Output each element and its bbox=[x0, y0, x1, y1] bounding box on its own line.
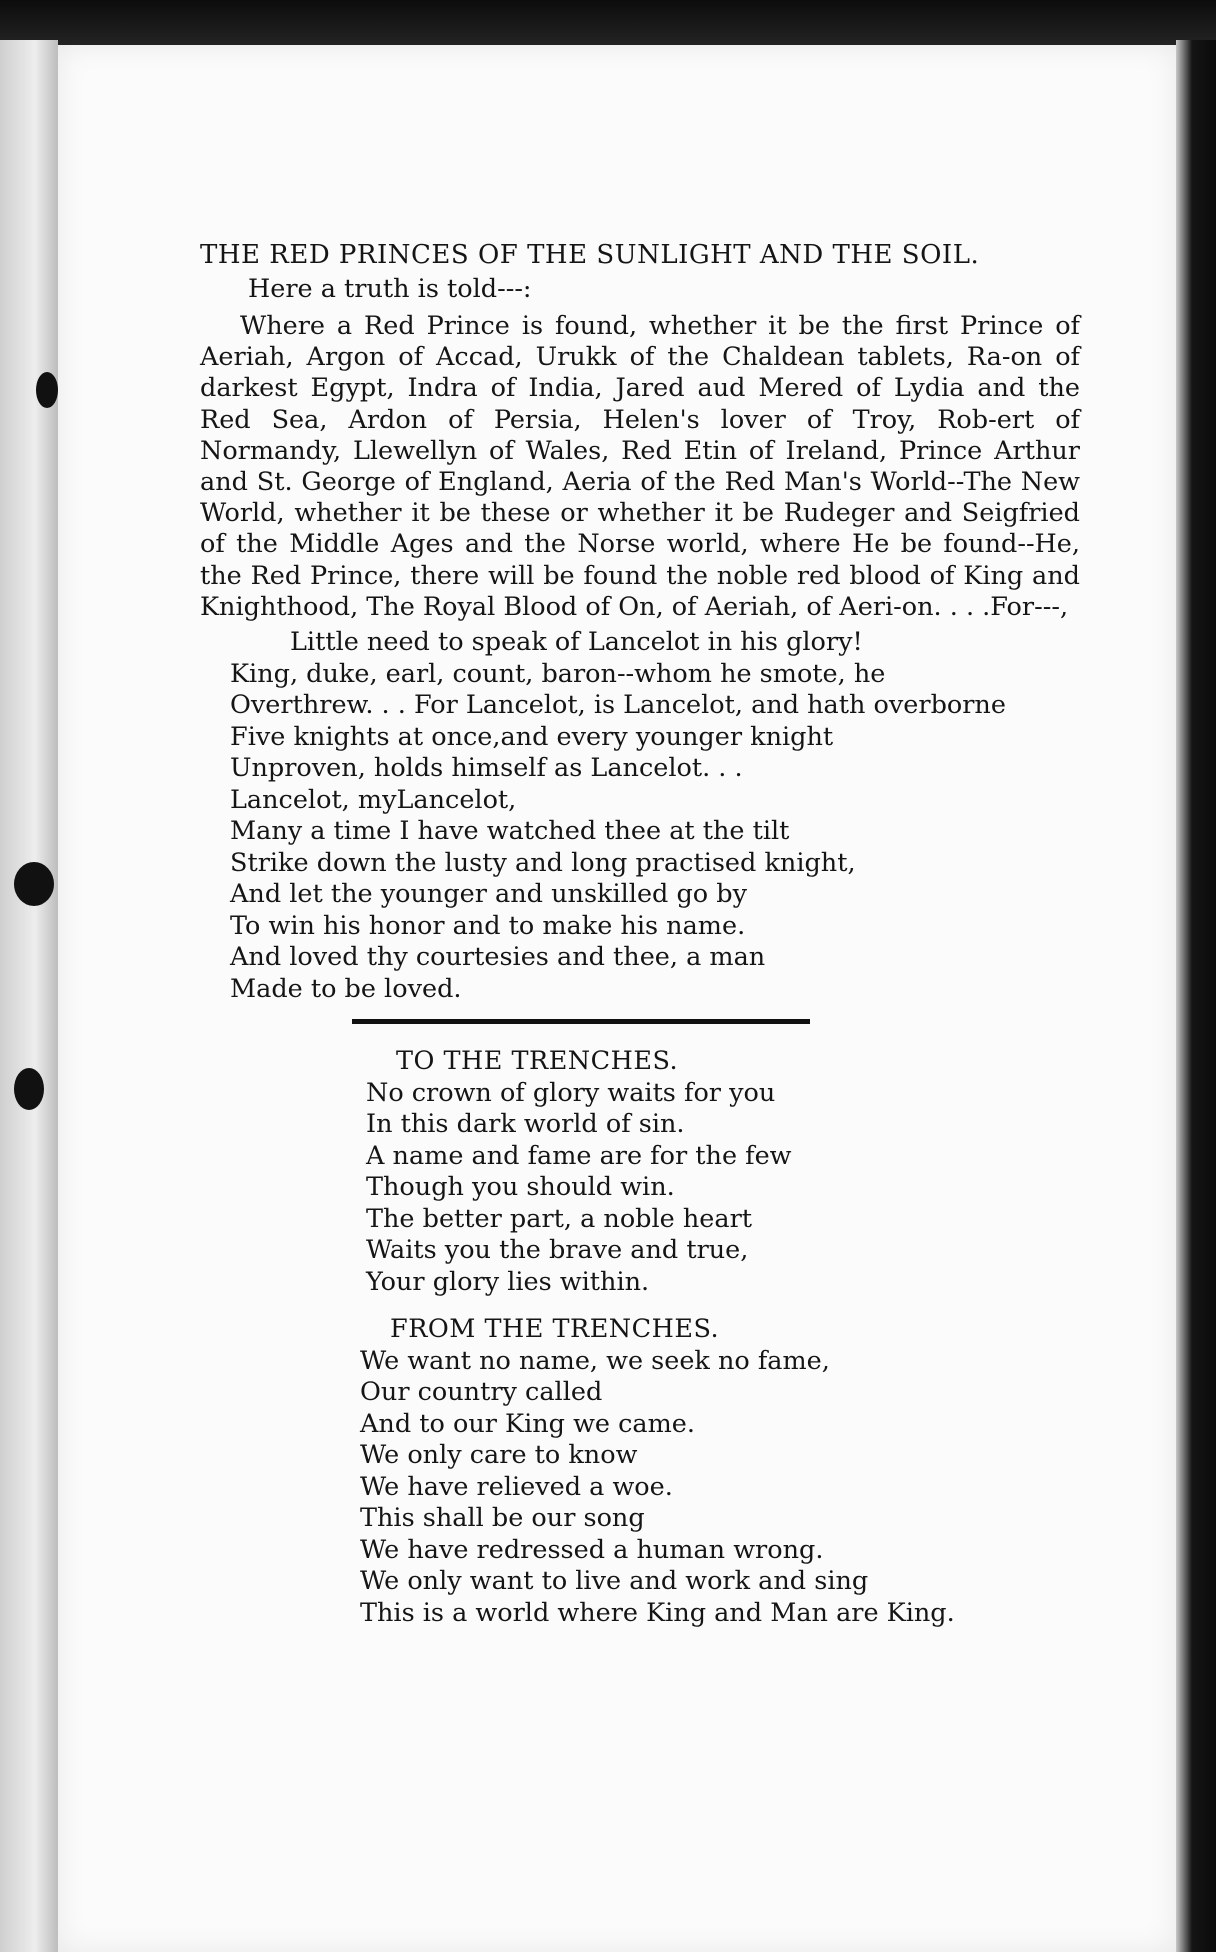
intro-line: Here a truth is told---: bbox=[248, 273, 532, 304]
poem-line: This shall be our song bbox=[360, 1503, 645, 1534]
poem-title: TO THE TRENCHES. bbox=[396, 1046, 679, 1077]
verse-line: Made to be loved. bbox=[230, 973, 462, 1004]
binding-hole-bottom bbox=[14, 1068, 44, 1110]
verse-line: Strike down the lusty and long practised knight, bbox=[230, 847, 856, 878]
poem-line: In this dark world of sin. bbox=[366, 1109, 685, 1140]
verse-line: Little need to speak of Lancelot in his glory! bbox=[290, 627, 863, 658]
poem-line: No crown of glory waits for you bbox=[366, 1077, 776, 1108]
scan-right-border bbox=[1176, 40, 1216, 1952]
verse-line: Overthrew. . . For Lancelot, is Lancelot, and hath overborne bbox=[230, 690, 1006, 721]
poem-to-the-trenches bbox=[366, 1046, 1080, 1298]
poem-line: We only want to live and work and sing bbox=[360, 1566, 869, 1597]
verse-line: To win his honor and to make his name. bbox=[230, 910, 746, 941]
document-title: THE RED PRINCES OF THE SUNLIGHT AND THE SOIL. bbox=[200, 240, 980, 270]
lancelot-verse bbox=[230, 627, 1080, 1005]
poem-from-the-trenches bbox=[360, 1314, 1080, 1629]
document-body bbox=[200, 240, 1080, 1629]
poem-line: And to our King we came. bbox=[360, 1408, 695, 1439]
verse-line: Many a time I have watched thee at the tilt bbox=[230, 816, 790, 847]
verse-line: And let the younger and unskilled go by bbox=[230, 879, 747, 910]
section-divider bbox=[352, 1019, 810, 1024]
poem-line: The better part, a noble heart bbox=[366, 1203, 753, 1234]
poem-line: Our country called bbox=[360, 1377, 603, 1408]
poem-line: We only care to know bbox=[360, 1440, 638, 1471]
poem-line: Waits you the brave and true, bbox=[366, 1235, 749, 1266]
poem-line: We have redressed a human wrong. bbox=[360, 1534, 824, 1565]
verse-line: And loved thy courtesies and thee, a man bbox=[230, 942, 766, 973]
poem-line: Your glory lies within. bbox=[366, 1266, 650, 1297]
binding-hole-top bbox=[36, 372, 58, 408]
poem-title: FROM THE TRENCHES. bbox=[390, 1314, 720, 1345]
poem-line: A name and fame are for the few bbox=[366, 1140, 792, 1171]
poem-line: We want no name, we seek no fame, bbox=[360, 1345, 830, 1376]
binding-edge bbox=[0, 40, 58, 1952]
body-paragraph: Where a Red Prince is found, whether it be the first Prince of Aeriah, Argon of Accad, Urukk of the Chaldean tablets, Ra-on of darkest Egypt, Indra of India, Jared aud Mered of Lydia and the Red Sea, Ardon of Persia, Helen's lover of Troy, Rob-ert of Normandy, Llewellyn of Wales, Red Etin of Ireland, Prince Arthur and St. George of England, Aeria of the Red Man's World--The New World, whether it be these or whether it be Rudeger and Seigfried of the Middle Ages and the Norse world, where He be found--He, the Red Prince, there will be found the noble red blood of King and Knighthood, The Royal Blood of On, of Aeriah, of Aeri-on. . . .For---, bbox=[200, 311, 1080, 622]
binding-hole-middle bbox=[14, 862, 54, 906]
verse-line: Lancelot, myLancelot, bbox=[230, 784, 517, 815]
poem-line: We have relieved a woe. bbox=[360, 1471, 673, 1502]
poem-line: This is a world where King and Man are King. bbox=[360, 1597, 955, 1628]
verse-line: Five knights at once,and every younger knight bbox=[230, 721, 834, 752]
verse-line: King, duke, earl, count, baron--whom he smote, he bbox=[230, 658, 886, 689]
poem-line: Though you should win. bbox=[366, 1172, 675, 1203]
verse-line: Unproven, holds himself as Lancelot. . . bbox=[230, 753, 743, 784]
